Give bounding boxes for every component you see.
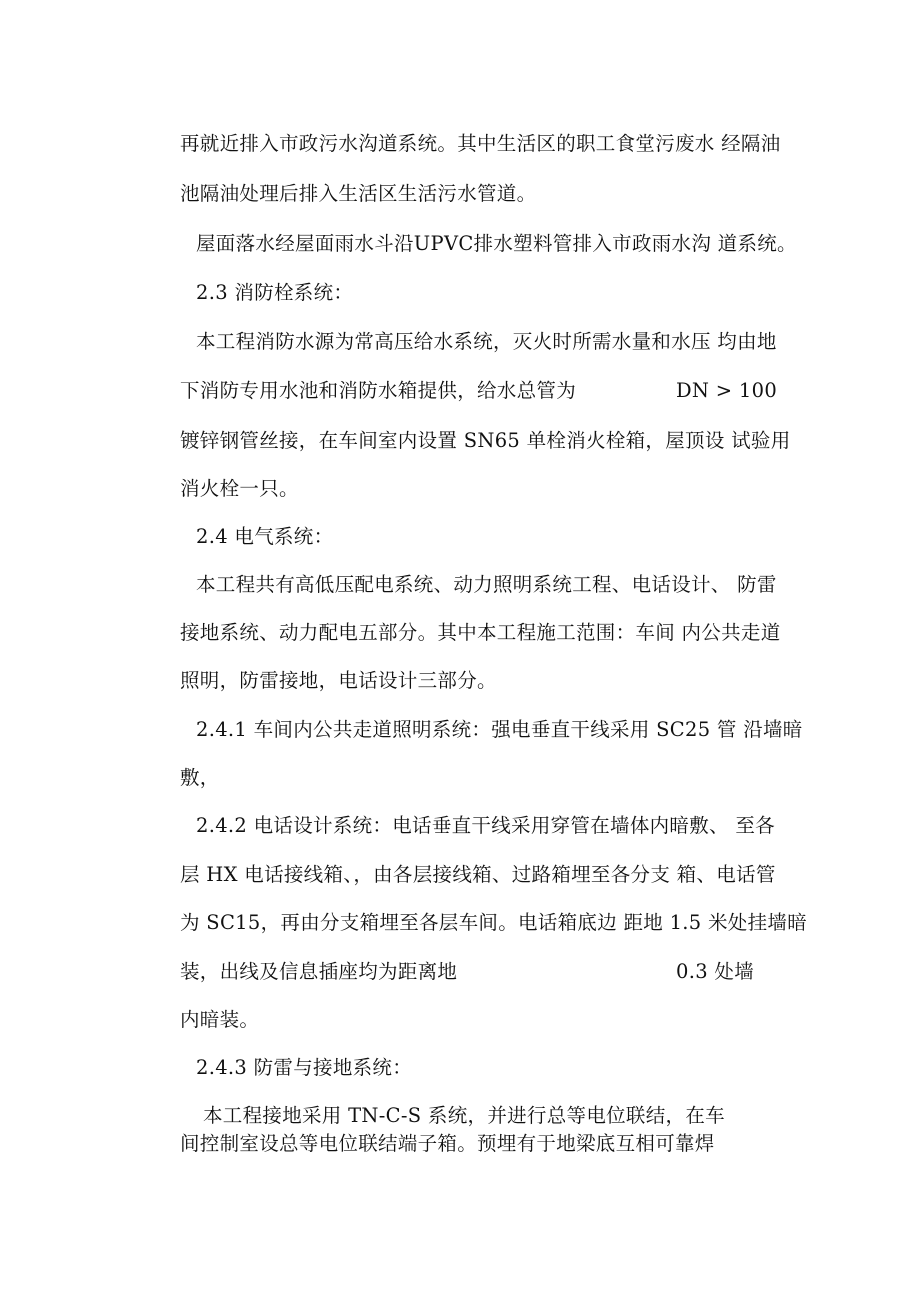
text-line-21: 本工程接地采用 TN-C-S 系统，并进行总等电位联结，在车 — [203, 1104, 725, 1127]
text-line-2: 池隔油处理后排入生活区生活污水管道。 — [180, 182, 537, 205]
section-heading-2-4-3: 2.4.3 防雷与接地系统： — [196, 1056, 413, 1079]
text-line-14: 敷， — [180, 766, 220, 789]
text-line-8: 消火栓一只。 — [180, 477, 299, 500]
text-line-18: 装，出线及信息插座均为距离地 — [180, 960, 458, 983]
text-line-10: 本工程共有高低压配电系统、动力照明系统工程、电话设计、 防雷 — [196, 573, 777, 596]
text-line-19: 内暗装。 — [180, 1008, 260, 1031]
text-line-16: 层 HX 电话接线箱、，由各层接线箱、过路箱埋至各分支 箱、电话管 — [180, 863, 776, 886]
text-line-6: 下消防专用水池和消防水箱提供，给水总管为 — [180, 379, 577, 402]
text-line-22: 间控制室设总等电位联结端子箱。预埋有于地梁底互相可靠焊 — [180, 1132, 715, 1155]
text-line-3: 屋面落水经屋面雨水斗沿UPVC排水塑料管排入市政雨水沟 道系统。 — [196, 232, 797, 255]
text-line-6-tail: DN > 100 — [676, 379, 778, 402]
text-line-5: 本工程消防水源为常高压给水系统，灭火时所需水量和水压 均由地 — [196, 330, 777, 353]
text-line-7: 镀锌钢管丝接，在车间室内设置 SN65 单栓消火栓箱，屋顶设 试验用 — [180, 429, 791, 452]
section-heading-2-3: 2.3 消防栓系统： — [196, 281, 354, 304]
text-line-1: 再就近排入市政污水沟道系统。其中生活区的职工食堂污废水 经隔油 — [180, 132, 781, 155]
section-heading-2-4-2: 2.4.2 电话设计系统：电话垂直干线采用穿管在墙体内暗敷、 至各 — [196, 814, 775, 837]
text-line-17: 为 SC15，再由分支箱埋至各层车间。电话箱底边 距地 1.5 米处挂墙暗 — [180, 911, 807, 934]
text-line-11: 接地系统、动力配电五部分。其中本工程施工范围：车间 内公共走道 — [180, 621, 781, 644]
section-heading-2-4: 2.4 电气系统： — [196, 525, 334, 548]
text-line-18-tail: 0.3 处墙 — [676, 960, 755, 983]
section-heading-2-4-1: 2.4.1 车间内公共走道照明系统：强电垂直干线采用 SC25 管 沿墙暗 — [196, 718, 803, 741]
text-line-12: 照明，防雷接地，电话设计三部分。 — [180, 669, 497, 692]
